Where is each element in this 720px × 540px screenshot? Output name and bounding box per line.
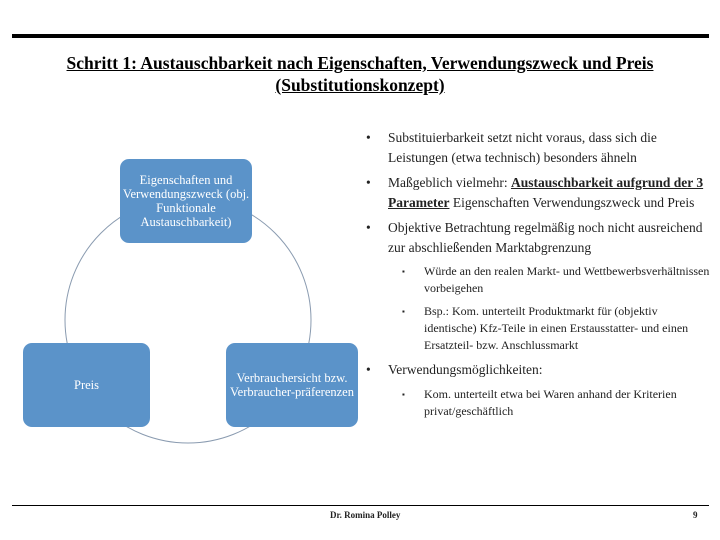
footer-author: Dr. Romina Polley <box>330 510 401 520</box>
node-verbrauchersicht: Verbrauchersicht bzw. Verbraucher-präferenzen <box>226 343 358 427</box>
bullet-massgeblich <box>366 173 711 212</box>
bullet-substituierbarkeit: • Substituierbarkeit setzt nicht voraus, dass sich die Leistungen (etwa technisch) besonders ähneln <box>366 128 711 167</box>
bullet-text: Maßgeblich vielmehr: <box>388 175 511 190</box>
title-line-1: Schritt 1: Austauschbarkeit nach Eigenschaften, Verwendungszweck und Preis <box>66 53 654 73</box>
bullet-objektive-betrachtung: • Objektive Betrachtung regelmäßig noch nicht ausreichend zur abschließenden Marktabgrenzung <box>366 218 711 257</box>
bullet-verwendungsmoeglichkeiten: • Verwendungsmöglichkeiten: <box>366 360 711 380</box>
page-number: 9 <box>693 510 698 520</box>
subbullet-kfz-beispiel: ▪ Bsp.: Kom. unterteilt Produktmarkt für (objektiv identische) Kfz-Teile in einen Erstausstatter- und einen Ersatzteil- bzw. Anschlussmarkt <box>366 303 711 354</box>
subbullet-wettbewerb: ▪ Würde an den realen Markt- und Wettbewerbsverhältnissen vorbeigehen <box>366 263 711 297</box>
node-preis: Preis <box>23 343 150 427</box>
footer-rule <box>12 505 709 506</box>
title-line-2: (Substitutionskonzept) <box>275 75 445 95</box>
subbullet-privat-geschaeftlich: ▪ Kom. unterteilt etwa bei Waren anhand der Kriterien privat/geschäftlich <box>366 386 711 420</box>
emphasis-text: Austauschbarkeit aufgrund der 3 Parameter <box>388 175 704 210</box>
bullet-list <box>366 128 711 426</box>
node-eigenschaften: Eigenschaften und Verwendungszweck (obj. Funktionale Austauschbarkeit) <box>120 159 252 243</box>
bullet-text: Eigenschaften Verwendungszweck und Preis <box>449 194 695 210</box>
